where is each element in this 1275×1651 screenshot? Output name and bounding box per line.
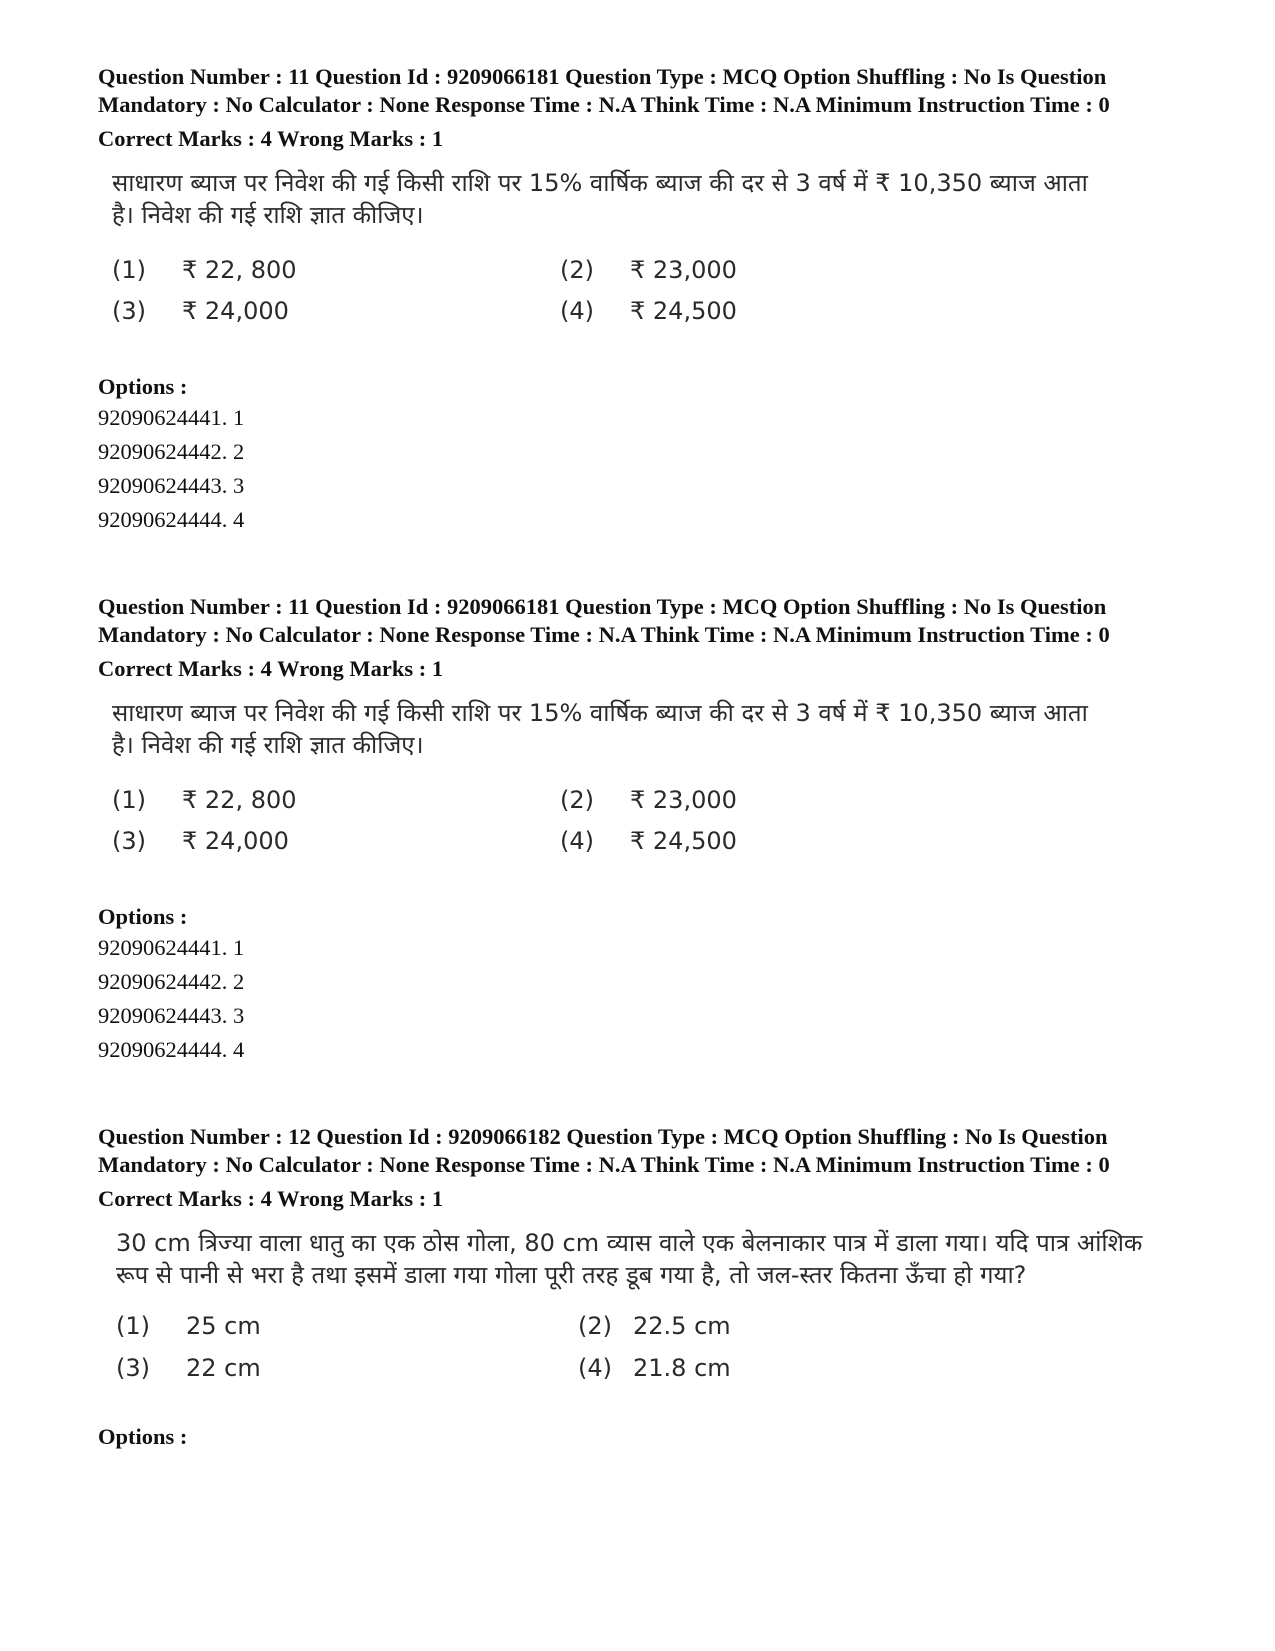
question-block [98,1123,1188,1451]
answer-choices [98,253,1188,343]
question-meta: Question Number : 11 Question Id : 9209066181 Question Type : MCQ Option Shuffling : No Is Question Mandatory : No Calculator : None Response Time : N.A Think Time : N.A Minimum Instruction Time : 0 [98,64,1110,117]
options-title: Options : [98,1424,188,1449]
choice-number: (1) [116,1312,150,1340]
answer-choices [98,783,1188,873]
choice-value: ₹ 24,000 [182,827,289,855]
option-id-line: 92090624443. 3 [98,473,245,498]
question-meta: Question Number : 11 Question Id : 9209066181 Question Type : MCQ Option Shuffling : No Is Question Mandatory : No Calculator : None Response Time : N.A Think Time : N.A Minimum Instruction Time : 0 [98,594,1110,647]
answer-choice [578,1309,731,1343]
option-id-line: 92090624442. 2 [98,969,245,994]
question-text: साधारण ब्याज पर निवेश की गई किसी राशि पर 15% वार्षिक ब्याज की दर से 3 वर्ष में ₹ 10,350 ब्याज आता है। निवेश की गई राशि ज्ञात कीजिए। [112,699,1088,759]
option-id-line: 92090624441. 1 [98,405,245,430]
question-text: साधारण ब्याज पर निवेश की गई किसी राशि पर 15% वार्षिक ब्याज की दर से 3 वर्ष में ₹ 10,350 ब्याज आता है। निवेश की गई राशि ज्ञात कीजिए। [112,169,1088,229]
answer-choice [560,253,737,287]
answer-choices [98,1309,1188,1399]
choice-value: ₹ 22, 800 [182,786,297,814]
option-id-line: 92090624443. 3 [98,1003,245,1028]
choice-value: ₹ 24,500 [630,827,737,855]
answer-choice [560,294,737,328]
choice-value: ₹ 23,000 [630,786,737,814]
question-image [98,167,1188,343]
question-marks: Correct Marks : 4 Wrong Marks : 1 [98,656,444,681]
question-marks: Correct Marks : 4 Wrong Marks : 1 [98,126,444,151]
question-image [98,1227,1188,1399]
choice-value: ₹ 23,000 [630,256,737,284]
option-id-line: 92090624442. 2 [98,439,245,464]
choice-number: (2) [560,786,594,814]
choice-number: (1) [112,256,146,284]
choice-value: 22.5 cm [633,1312,731,1340]
question-marks: Correct Marks : 4 Wrong Marks : 1 [98,1186,444,1211]
choice-number: (4) [560,827,594,855]
question-meta: Question Number : 12 Question Id : 9209066182 Question Type : MCQ Option Shuffling : No Is Question Mandatory : No Calculator : None Response Time : N.A Think Time : N.A Minimum Instruction Time : 0 [98,1124,1110,1177]
choice-value: ₹ 22, 800 [182,256,297,284]
option-id-line: 92090624444. 4 [98,1037,245,1062]
option-id-line: 92090624444. 4 [98,507,245,532]
question-block [98,63,1188,537]
answer-choice [112,824,289,858]
answer-choice [112,253,297,287]
answer-choice [112,783,297,817]
choice-value: 22 cm [186,1354,261,1382]
question-image [98,697,1188,873]
answer-choice [116,1309,261,1343]
answer-choice [112,294,289,328]
choice-value: 21.8 cm [633,1354,731,1382]
choice-number: (3) [116,1354,150,1382]
answer-choice [116,1351,261,1385]
options-title: Options : [98,904,188,929]
question-text: 30 cm त्रिज्या वाला धातु का एक ठोस गोला, 80 cm व्यास वाले एक बेलनाकार पात्र में डाला गया। यदि पात्र आंशिक रूप से पानी से भरा है तथा इसमें डाला गया गोला पूरी तरह डूब गया है, तो जल-स्तर कितना ऊँचा हो गया? [116,1229,1143,1289]
choice-number: (1) [112,786,146,814]
answer-choice [560,783,737,817]
options-title: Options : [98,374,188,399]
choice-value: ₹ 24,500 [630,297,737,325]
answer-choice [578,1351,731,1385]
choice-number: (2) [560,256,594,284]
choice-number: (2) [578,1312,612,1340]
question-block [98,593,1188,1067]
option-id-line: 92090624441. 1 [98,935,245,960]
choice-number: (4) [578,1354,612,1382]
choice-number: (3) [112,297,146,325]
choice-number: (3) [112,827,146,855]
answer-choice [560,824,737,858]
choice-value: 25 cm [186,1312,261,1340]
choice-value: ₹ 24,000 [182,297,289,325]
choice-number: (4) [560,297,594,325]
